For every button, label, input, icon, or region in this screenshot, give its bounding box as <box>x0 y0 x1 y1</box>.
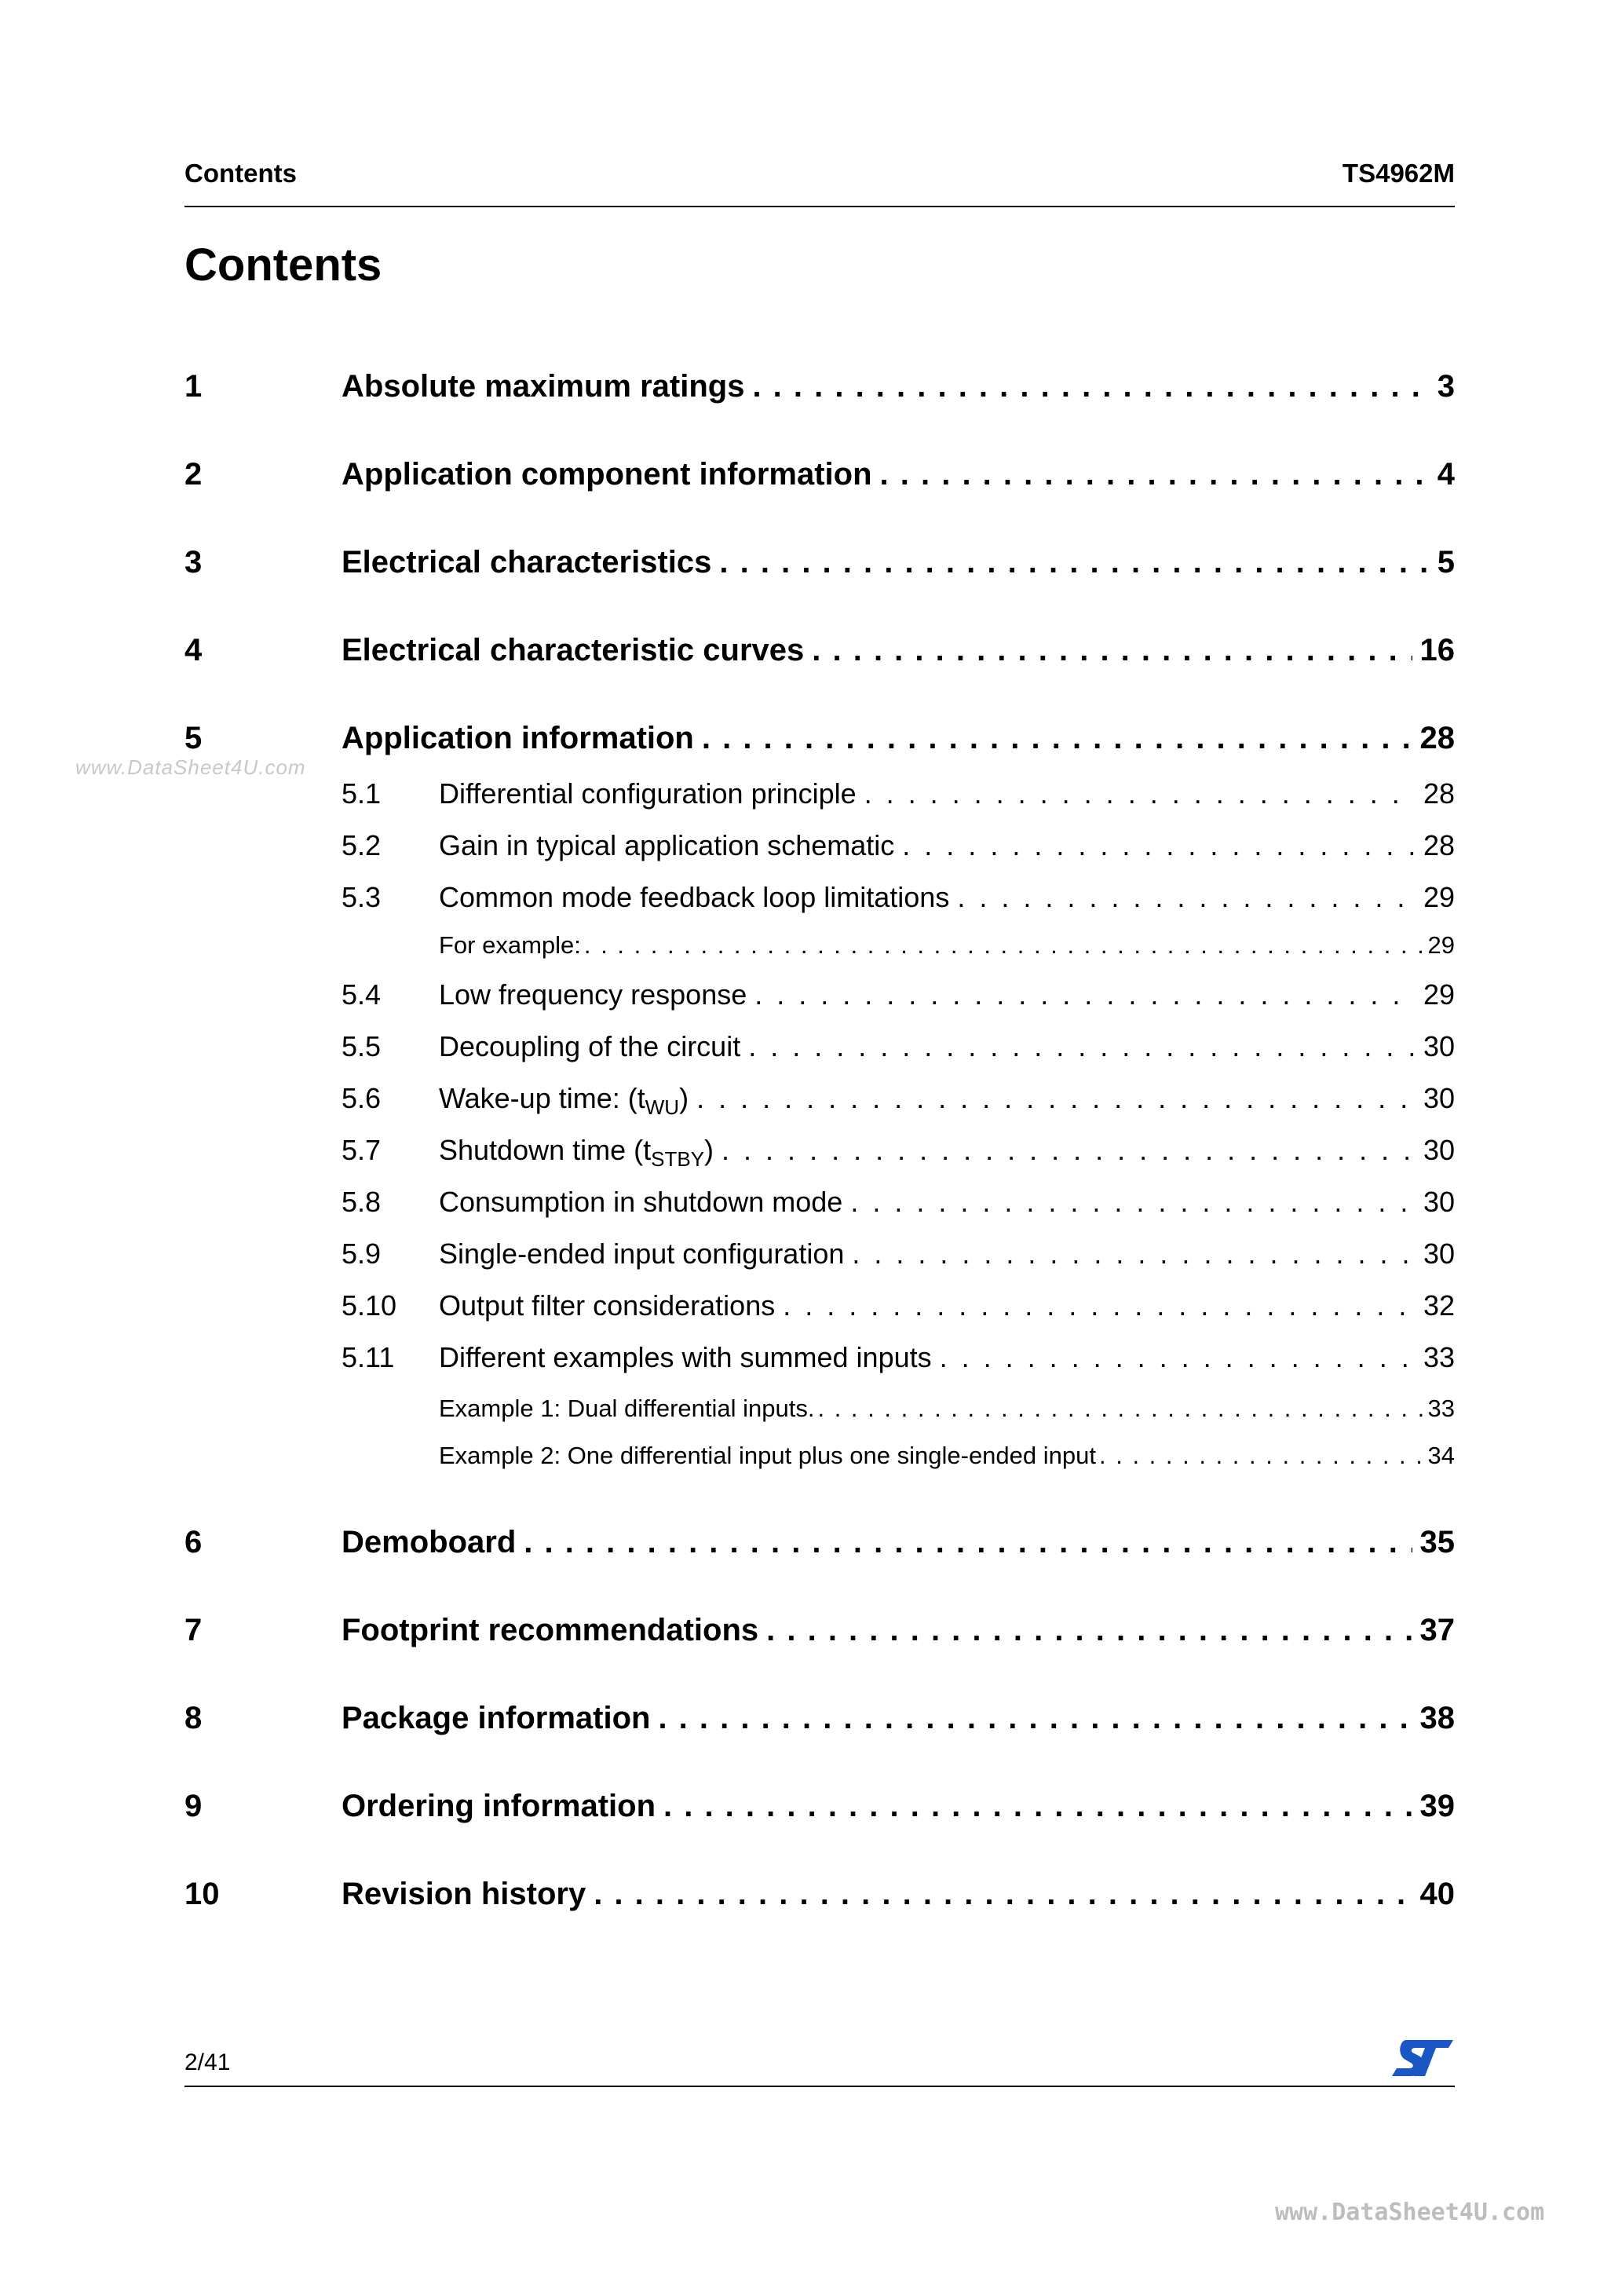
toc-number: 5 <box>184 721 203 755</box>
toc-page: 28 <box>1419 721 1455 755</box>
toc-number: 5.4 <box>342 978 382 1011</box>
toc-dot-leader <box>752 369 1429 404</box>
toc-dot-leader <box>524 1525 1412 1560</box>
header-section-label: Contents <box>184 159 297 188</box>
toc-page: 40 <box>1419 1877 1455 1911</box>
toc-page: 29 <box>1423 978 1455 1011</box>
toc-page: 34 <box>1427 1442 1455 1469</box>
toc-dot-leader <box>584 931 1425 960</box>
toc-dot-leader <box>940 1341 1416 1374</box>
toc-page: 32 <box>1423 1289 1455 1322</box>
toc-page: 33 <box>1427 1395 1455 1422</box>
toc-dot-leader <box>702 721 1412 756</box>
toc-page: 37 <box>1419 1613 1455 1647</box>
toc-page: 16 <box>1419 633 1455 667</box>
toc-entry-5-6[interactable] <box>184 1082 1455 1120</box>
toc-entry-5-7[interactable] <box>184 1134 1455 1172</box>
toc-number: 10 <box>184 1877 220 1911</box>
toc-entry-2[interactable] <box>184 457 1455 492</box>
toc-page: 3 <box>1437 369 1455 404</box>
toc-entry-1[interactable] <box>184 369 1455 404</box>
toc-entry-5-5[interactable] <box>184 1030 1455 1063</box>
toc-entry-5-3[interactable] <box>184 881 1455 914</box>
toc-entry-5-11[interactable] <box>184 1341 1455 1374</box>
toc-title-end: ) <box>679 1082 689 1114</box>
toc-title: Demoboard <box>342 1525 517 1559</box>
toc-page: 30 <box>1423 1186 1455 1218</box>
toc-page: 30 <box>1423 1238 1455 1270</box>
toc-number: 5.7 <box>342 1134 382 1166</box>
toc-page: 35 <box>1419 1525 1455 1559</box>
toc-page: 39 <box>1419 1789 1455 1823</box>
toc-page: 4 <box>1437 457 1455 492</box>
toc-entry-5-1[interactable] <box>184 777 1455 810</box>
toc-dot-leader <box>852 1238 1416 1270</box>
toc-number: 2 <box>184 457 203 492</box>
page-number: 2/41 <box>184 2049 231 2075</box>
toc-title: Application component information <box>342 457 872 492</box>
toc-number: 9 <box>184 1789 203 1823</box>
toc-number: 5.10 <box>342 1289 397 1322</box>
toc-dot-leader <box>902 829 1416 862</box>
toc-dot-leader <box>594 1877 1412 1912</box>
toc-page: 28 <box>1423 777 1455 810</box>
toc-dot-leader <box>864 777 1416 810</box>
toc-number: 5.8 <box>342 1186 382 1218</box>
toc-number: 5.6 <box>342 1082 382 1114</box>
toc-dot-leader <box>766 1613 1412 1648</box>
toc-title: Absolute maximum ratings <box>342 369 745 404</box>
header-document-id: TS4962M <box>1342 159 1455 188</box>
toc-number: 6 <box>184 1525 203 1559</box>
toc-number: 1 <box>184 369 203 404</box>
toc-title <box>439 1082 689 1120</box>
toc-dot-leader <box>783 1289 1416 1322</box>
toc-dot-leader <box>817 1395 1424 1423</box>
toc-entry-8[interactable] <box>184 1701 1455 1736</box>
toc-title-end: ) <box>704 1134 714 1166</box>
toc-dot-leader <box>1099 1442 1425 1470</box>
toc-title: Decoupling of the circuit <box>439 1030 741 1062</box>
toc-entry-5-11-example-2[interactable] <box>184 1442 1455 1470</box>
toc-entry-6[interactable] <box>184 1525 1455 1560</box>
toc-dot-leader <box>748 1030 1416 1063</box>
toc-title: Ordering information <box>342 1789 656 1823</box>
toc-number: 5.1 <box>342 777 382 810</box>
toc-dot-leader <box>754 978 1416 1011</box>
toc-page: 30 <box>1423 1134 1455 1166</box>
toc-number: 5.11 <box>342 1341 395 1373</box>
toc-title: Single-ended input configuration <box>439 1238 845 1270</box>
toc-page: 38 <box>1419 1701 1455 1735</box>
toc-title-main: Shutdown time (t <box>439 1134 652 1166</box>
toc-dot-leader <box>721 1134 1416 1167</box>
toc-page: 30 <box>1423 1030 1455 1062</box>
toc-number: 8 <box>184 1701 203 1735</box>
toc-title-main: Wake-up time: (t <box>439 1082 645 1114</box>
toc-title: Low frequency response <box>439 978 747 1011</box>
toc-entry-5-9[interactable] <box>184 1238 1455 1270</box>
toc-dot-leader <box>696 1082 1416 1115</box>
toc-title: Application information <box>342 721 694 755</box>
toc-page: 5 <box>1437 545 1455 579</box>
toc-title: Electrical characteristic curves <box>342 633 805 667</box>
toc-title: Example 2: One differential input plus one single-ended input <box>439 1442 1096 1469</box>
toc-title: Package information <box>342 1701 651 1735</box>
toc-title: Common mode feedback loop limitations <box>439 881 950 913</box>
page-header <box>184 159 1455 207</box>
toc-entry-5-2[interactable] <box>184 829 1455 862</box>
toc-entry-10[interactable] <box>184 1877 1455 1912</box>
toc-title-subscript: WU <box>645 1095 680 1120</box>
toc-title: Differential configuration principle <box>439 777 857 810</box>
toc-title: Footprint recommendations <box>342 1613 759 1647</box>
toc-page: 33 <box>1423 1341 1455 1373</box>
toc-entry-5-11-example-1[interactable] <box>184 1395 1455 1423</box>
toc-entry-3[interactable] <box>184 545 1455 580</box>
toc-page: 29 <box>1427 931 1455 959</box>
watermark-left: www.DataSheet4U.com <box>75 755 306 779</box>
toc-title: Electrical characteristics <box>342 545 712 579</box>
toc-entry-5-8[interactable] <box>184 1186 1455 1219</box>
toc-dot-leader <box>663 1789 1412 1824</box>
toc-dot-leader <box>719 545 1429 580</box>
page-title: Contents <box>184 239 382 291</box>
toc-title: Example 1: Dual differential inputs. <box>439 1395 815 1422</box>
toc-dot-leader <box>658 1701 1412 1736</box>
toc-title: Consumption in shutdown mode <box>439 1186 843 1218</box>
toc-page: 29 <box>1423 881 1455 913</box>
toc-entry-5-4[interactable] <box>184 978 1455 1011</box>
toc-entry-5[interactable] <box>184 721 1455 756</box>
toc-title <box>439 1134 714 1172</box>
toc-page: 30 <box>1423 1082 1455 1114</box>
page-footer <box>184 2038 1455 2087</box>
toc-title: Output filter considerations <box>439 1289 776 1322</box>
toc-entry-9[interactable] <box>184 1789 1455 1824</box>
toc-title-subscript: STBY <box>651 1147 705 1172</box>
toc-dot-leader <box>880 457 1430 492</box>
toc-title: Revision history <box>342 1877 586 1911</box>
toc-entry-5-3-example[interactable] <box>184 931 1455 960</box>
toc-dot-leader <box>850 1186 1416 1219</box>
toc-title: Gain in typical application schematic <box>439 829 895 861</box>
toc-number: 5.9 <box>342 1238 382 1270</box>
toc-title: For example: <box>439 931 581 959</box>
toc-dot-leader <box>957 881 1416 914</box>
toc-number: 3 <box>184 545 203 579</box>
toc-dot-leader <box>812 633 1412 668</box>
toc-page: 28 <box>1423 829 1455 861</box>
toc-entry-4[interactable] <box>184 633 1455 668</box>
st-logo-icon <box>1390 2038 1455 2078</box>
watermark-bottom: www.DataSheet4U.com <box>1275 2199 1545 2226</box>
toc-entry-7[interactable] <box>184 1613 1455 1648</box>
toc-number: 7 <box>184 1613 203 1647</box>
toc-number: 5.3 <box>342 881 382 913</box>
toc-title: Different examples with summed inputs <box>439 1341 932 1373</box>
toc-entry-5-10[interactable] <box>184 1289 1455 1322</box>
toc-number: 5.2 <box>342 829 382 861</box>
toc-number: 5.5 <box>342 1030 382 1062</box>
toc-number: 4 <box>184 633 203 667</box>
